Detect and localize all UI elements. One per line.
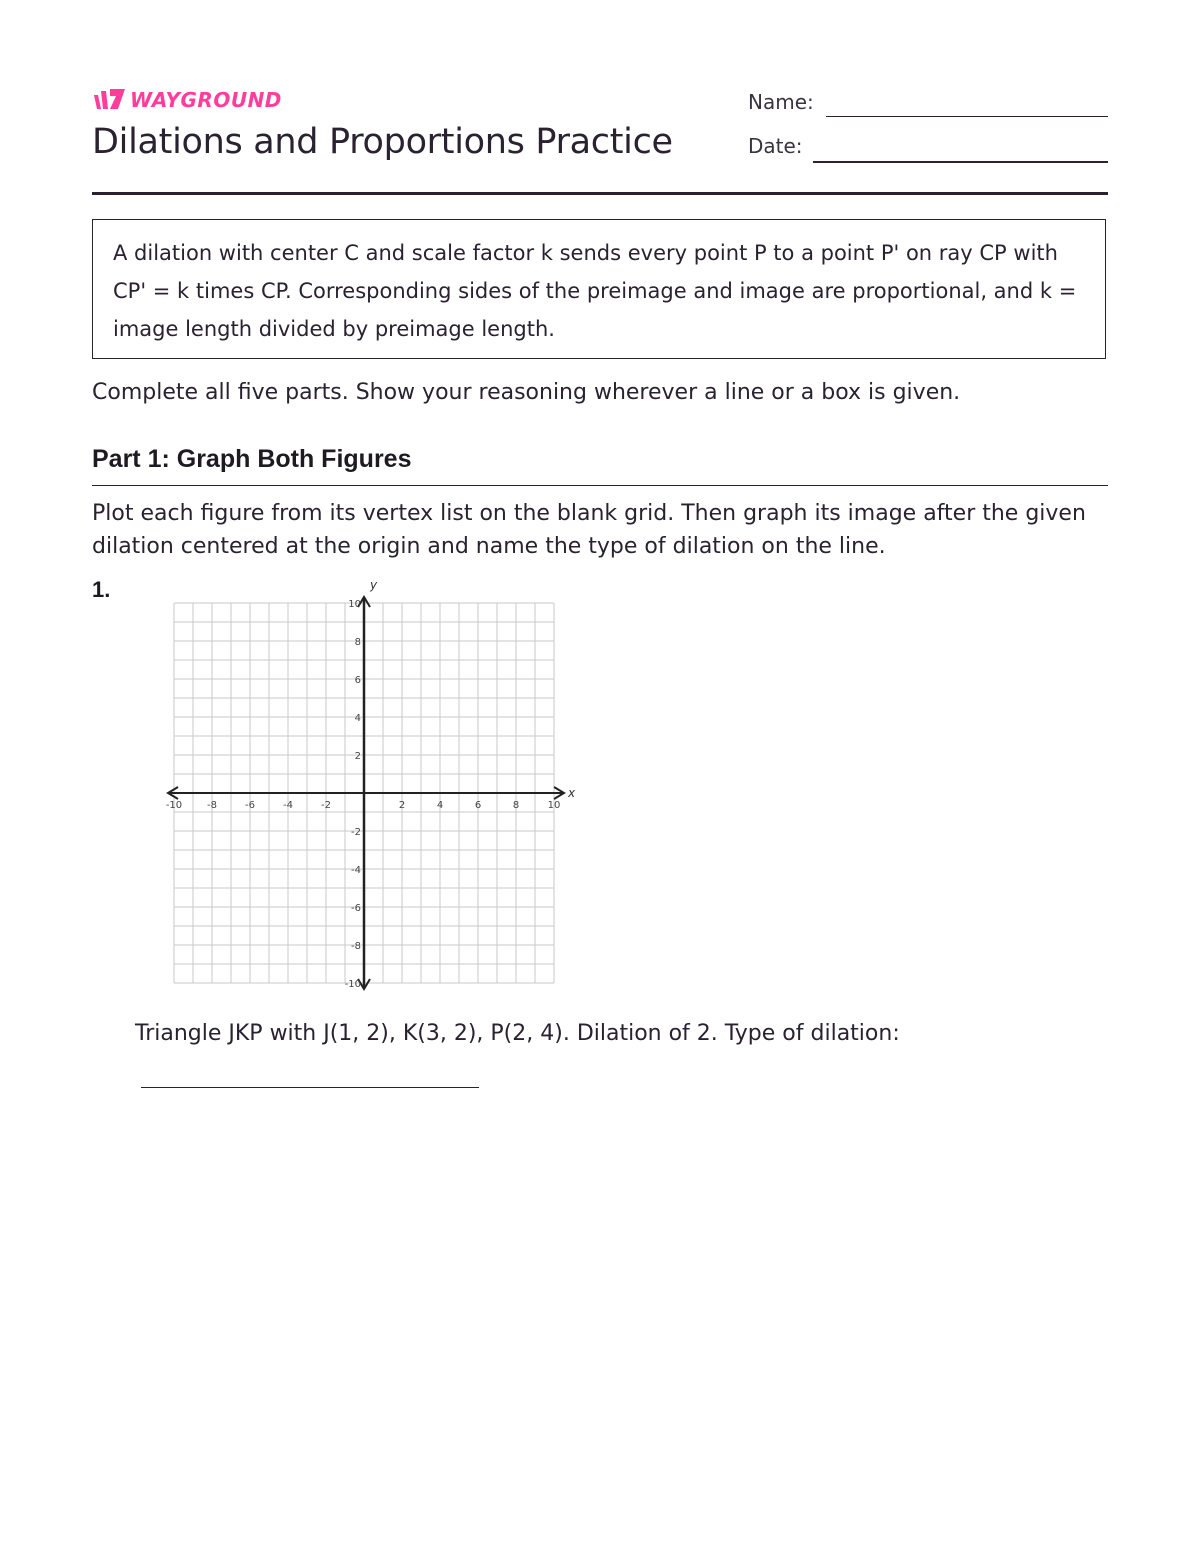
y-tick-label: -8	[351, 941, 361, 952]
brand-name: WAYGROUND	[130, 88, 282, 112]
header-divider	[92, 192, 1108, 195]
definition-box	[92, 219, 1106, 359]
name-label: Name:	[748, 90, 814, 114]
part1-divider	[92, 485, 1108, 486]
y-tick-label: -10	[344, 979, 361, 990]
brand-logo	[92, 87, 282, 113]
y-tick-label: 10	[348, 599, 361, 610]
instructions: Complete all five parts. Show your reasoning wherever a line or a box is given.	[92, 380, 961, 405]
x-tick-label: 6	[474, 800, 482, 811]
x-tick-label: -10	[165, 800, 183, 811]
x-tick-label: 2	[398, 800, 406, 811]
definition-text: A dilation with center C and scale factor k sends every point P to a point P' on ray CP with CP' = k times CP. Corresponding sides of the preimage and image are proportional, and k = image length divided by preimage length.	[113, 241, 1077, 341]
wayground-logo-icon	[92, 87, 126, 113]
date-label: Date:	[748, 134, 803, 158]
y-axis-label: y	[370, 578, 378, 592]
y-tick-label: 6	[354, 675, 361, 686]
x-tick-label: -6	[245, 800, 255, 811]
x-tick-label: 10	[547, 800, 561, 811]
date-field[interactable]	[813, 161, 1108, 163]
question-prompt: Triangle JKP with J(1, 2), K(3, 2), P(2, 4). Dilation of 2. Type of dilation:	[135, 1021, 900, 1046]
name-field[interactable]	[826, 116, 1108, 117]
answer-line[interactable]	[141, 1087, 479, 1088]
y-tick-label: 2	[354, 751, 361, 762]
axes	[165, 597, 564, 989]
tick-labels	[166, 578, 576, 990]
y-tick-label: -2	[351, 827, 361, 838]
x-tick-label: 4	[436, 800, 444, 811]
part1-instructions: Plot each figure from its vertex list on the blank grid. Then graph its image after the given dilation centered at the origin and name the type of dilation on the line.	[92, 501, 1086, 559]
y-tick-label: 8	[354, 637, 361, 648]
x-tick-label: -2	[321, 800, 331, 811]
coordinate-grid[interactable]	[150, 575, 590, 995]
y-tick-label: -4	[351, 865, 361, 876]
part1-heading: Part 1: Graph Both Figures	[92, 445, 412, 473]
question-number: 1.	[92, 577, 111, 602]
x-axis-label: x	[568, 786, 576, 800]
x-tick-label: -8	[207, 800, 217, 811]
y-tick-label: -6	[351, 903, 361, 914]
x-tick-label: 8	[512, 800, 520, 811]
page-title: Dilations and Proportions Practice	[92, 122, 673, 162]
x-tick-label: -4	[283, 800, 293, 811]
y-tick-label: 4	[354, 713, 361, 724]
